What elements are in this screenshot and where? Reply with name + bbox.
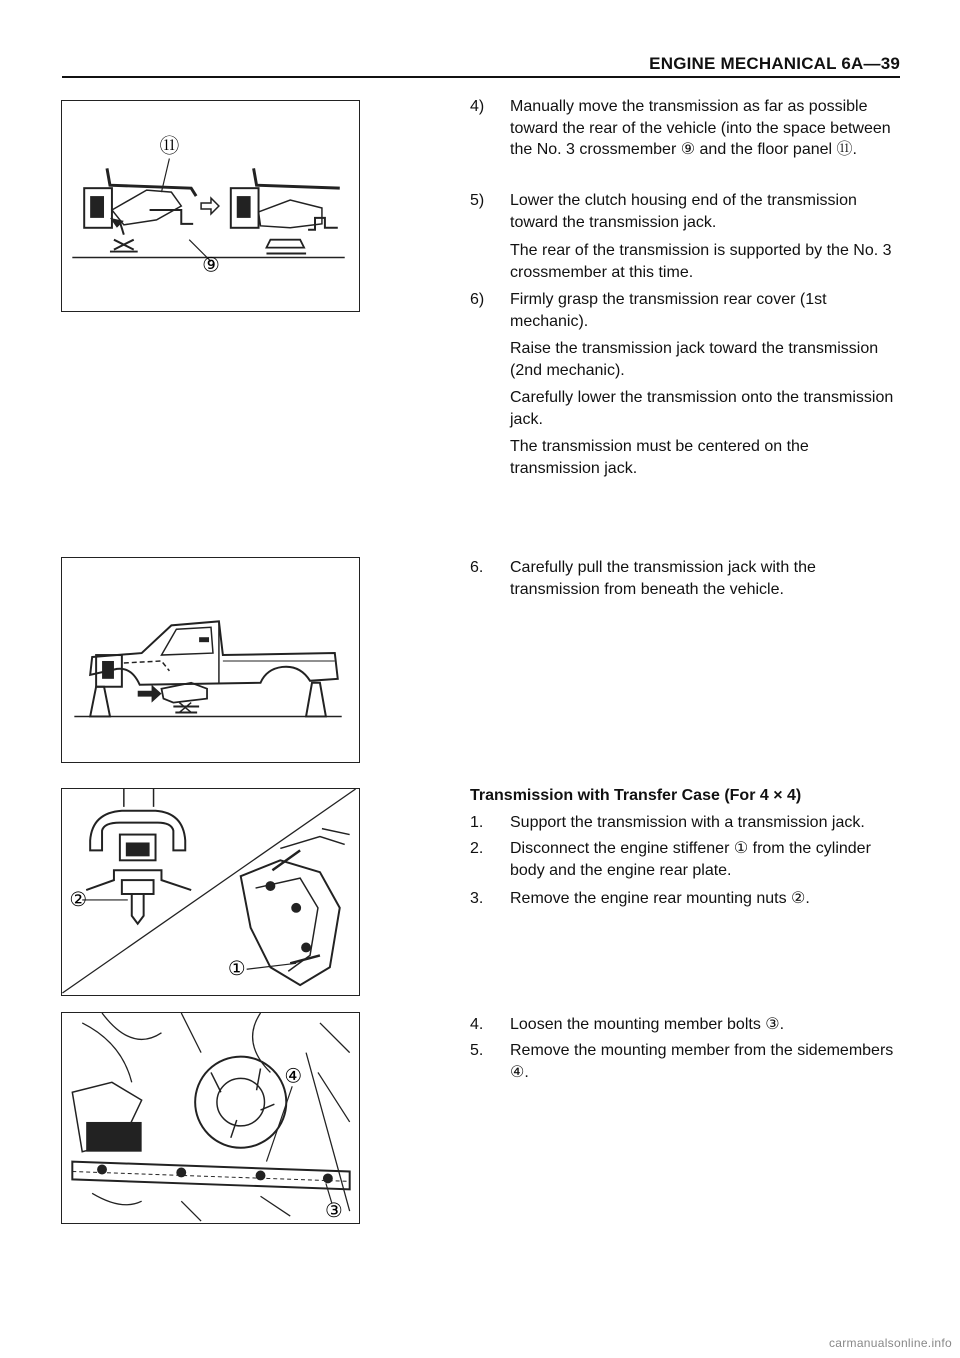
truck-removal-diagram — [62, 558, 359, 762]
step-number: 3. — [470, 890, 484, 907]
step-6-note-3: The transmission must be centered on the transmission jack. — [510, 438, 809, 477]
step-number: 5) — [470, 192, 485, 209]
transmission-move-diagram — [62, 101, 359, 311]
page-title: ENGINE MECHANICAL 6A—39 — [649, 54, 900, 73]
figure-engine-rear-mounting — [61, 788, 360, 996]
mounting-member-diagram — [62, 1013, 359, 1223]
step-6-note-2: Carefully lower the transmission onto the transmission jack. — [510, 389, 894, 428]
step-number: 2. — [470, 840, 484, 857]
figure-mounting-member — [61, 1012, 360, 1224]
step-number: 4) — [470, 98, 485, 115]
step-text: Lower the clutch housing end of the transmission toward the transmission jack. — [510, 192, 857, 231]
callout-10: ⑪ — [159, 134, 180, 158]
callout-4: ④ — [284, 1064, 303, 1088]
engine-rear-mounting-diagram — [62, 789, 359, 995]
watermark: carmanualsonline.info — [828, 1336, 952, 1350]
figure-transmission-move — [61, 100, 360, 312]
callout-3: ③ — [324, 1199, 343, 1223]
step-text: Loosen the mounting member bolts ③. — [510, 1016, 785, 1033]
step-number: 5. — [470, 1042, 484, 1059]
step-text: Disconnect the engine stiffener ① from the cylinder body and the engine rear plate. — [510, 840, 871, 879]
step-text: Support the transmission with a transmission jack. — [510, 814, 865, 831]
step-text: Manually move the transmission as far as possible toward the rear of the vehicle (into the space between the No. 3 crossmember ⑨ and the floor panel ⑪. — [510, 98, 891, 158]
step-text: Remove the mounting member from the sidemembers ④. — [510, 1042, 894, 1081]
step-number: 4. — [470, 1016, 484, 1033]
section-title: Transmission with Transfer Case (For 4 × 4) — [470, 787, 802, 804]
header-rule — [62, 76, 900, 78]
step-6-note-1: Raise the transmission jack toward the transmission (2nd mechanic). — [510, 340, 879, 379]
callout-2: ② — [69, 887, 88, 911]
figure-truck-removal — [61, 557, 360, 763]
step-text: Carefully pull the transmission jack with the transmission from beneath the vehicle. — [510, 559, 816, 598]
step-text: Remove the engine rear mounting nuts ②. — [510, 890, 810, 907]
step-5-note: The rear of the transmission is supported by the No. 3 crossmember at this time. — [510, 242, 892, 281]
step-number: 6) — [470, 291, 485, 308]
callout-1: ① — [227, 957, 246, 981]
callout-9: ⑨ — [202, 253, 220, 277]
step-number: 1. — [470, 814, 484, 831]
step-text: Firmly grasp the transmission rear cover (1st mechanic). — [510, 291, 827, 330]
step-number: 6. — [470, 559, 484, 576]
page-header — [0, 54, 900, 78]
